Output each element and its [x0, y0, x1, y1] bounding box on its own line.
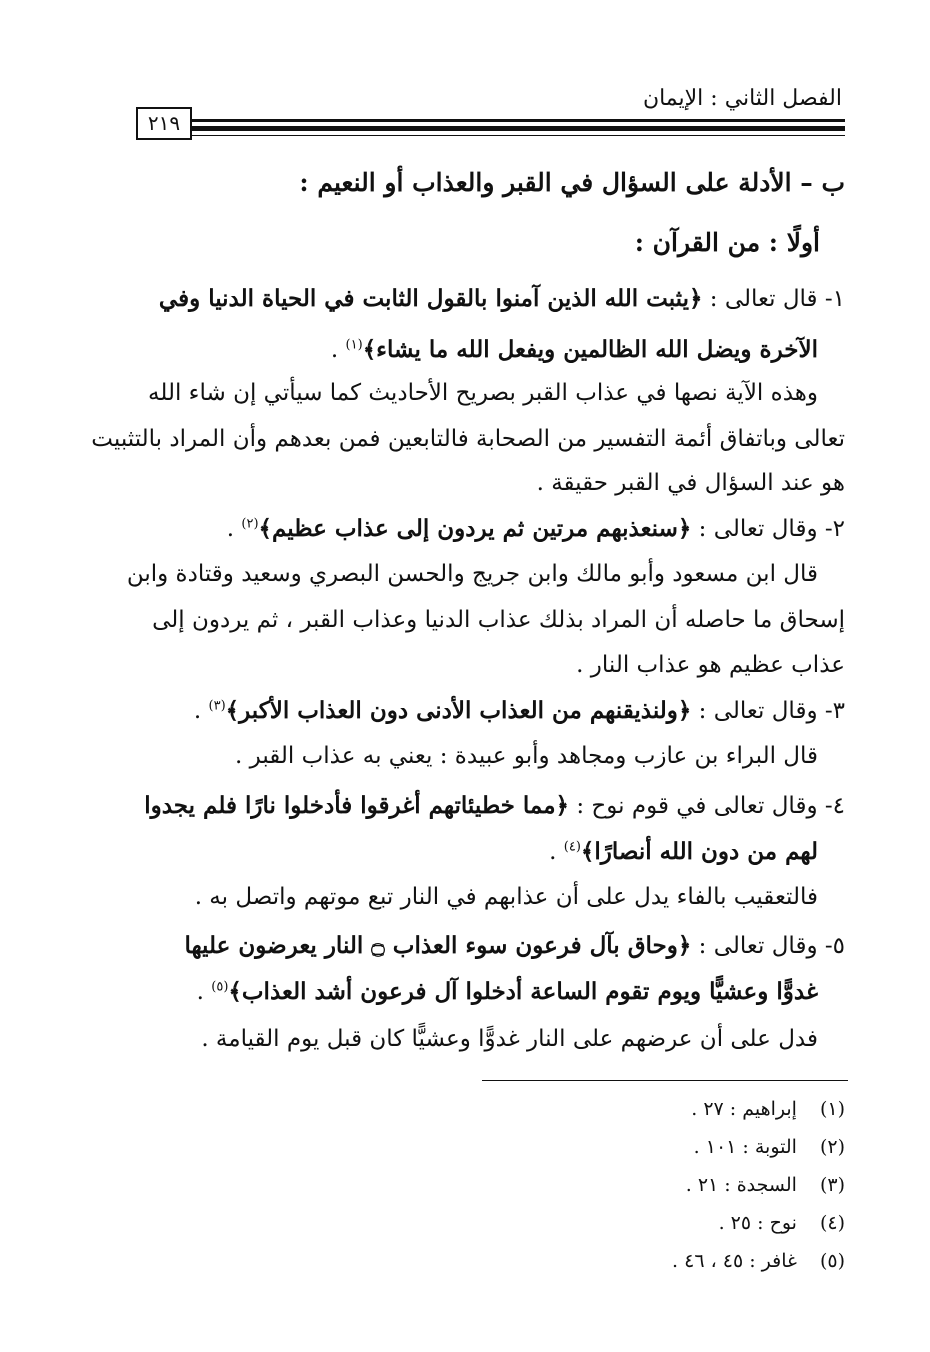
- footnote-text: التوبة : ١٠١ .: [693, 1136, 797, 1158]
- item-1-verse: ﴿يثبت الله الذين آمنوا بالقول الثابت في الحياة الدنيا وفي: [158, 285, 703, 312]
- item-1-line-2: [135, 336, 818, 363]
- footnote-number: (٤): [819, 1212, 845, 1234]
- footnote-1: [691, 1098, 845, 1120]
- footnote-number: (٢): [819, 1136, 845, 1158]
- header-rule-thin: [192, 119, 845, 122]
- footnote-5: [672, 1250, 845, 1272]
- item-3-end: .: [193, 698, 209, 724]
- para-2-line-3: عذاب عظيم هو عذاب النار .: [576, 652, 845, 678]
- header-rule-hairline: [192, 135, 845, 136]
- item-1-prefix: ١- قال تعالى :: [702, 286, 845, 312]
- section-heading: ب – الأدلة على السؤال في القبر والعذاب أو النعيم :: [299, 168, 845, 197]
- footnote-number: (٥): [819, 1250, 845, 1272]
- item-1-verse-cont: الآخرة ويضل الله الظالمين ويفعل الله ما يشاء﴾: [362, 336, 818, 363]
- footnote-2: [694, 1136, 845, 1158]
- item-2-end: .: [226, 516, 242, 542]
- footnote-ref-4: (٤): [563, 839, 581, 855]
- item-4-line-2: [135, 838, 818, 865]
- page-number: ٢١٩: [136, 107, 192, 140]
- footnote-text: نوح : ٢٥ .: [718, 1212, 797, 1234]
- item-3-verse: ﴿ولنذيقنهم من العذاب الأدنى دون العذاب الأكبر﴾: [225, 697, 692, 724]
- item-4-verse-cont: لهم من دون الله أنصارًا﴾: [580, 838, 818, 865]
- para-5-line-1: فدل على أن عرضهم على النار غدوًّا وعشيًّا كان قبل يوم القيامة .: [201, 1026, 818, 1052]
- para-1-line-1: وهذه الآية نصها في عذاب القبر بصريح الأحاديث كما سيأتي إن شاء الله: [148, 380, 818, 406]
- para-4-line-1: فالتعقيب بالفاء يدل على أن عذابهم في النار تبع موتهم واتصل به .: [194, 884, 818, 910]
- footnote-number: (٣): [819, 1174, 845, 1196]
- item-4-end: .: [549, 839, 564, 865]
- item-1-line-1: [135, 285, 845, 312]
- footnote-ref-1: (١): [345, 337, 363, 353]
- item-4-line-1: [135, 792, 845, 819]
- footnote-number: (١): [819, 1098, 845, 1120]
- item-5-line-2: [135, 978, 818, 1005]
- footnote-text: غافر : ٤٥ ، ٤٦ .: [672, 1250, 797, 1272]
- item-5-verse-cont: غدوًّا وعشيًّا ويوم تقوم الساعة أدخلوا آل فرعون أشد العذاب﴾: [228, 978, 818, 1005]
- para-2-line-1: قال ابن مسعود وأبو مالك وابن جريج والحسن البصري وسعيد وقتادة وابن: [126, 561, 818, 587]
- item-5-line-1: [135, 932, 845, 959]
- item-3-prefix: ٣- وقال تعالى :: [691, 698, 845, 724]
- item-2-prefix: ٢- وقال تعالى :: [691, 516, 845, 542]
- para-3-line-1: قال البراء بن عازب ومجاهد وأبو عبيدة : يعني به عذاب القبر .: [235, 743, 818, 769]
- item-5-verse: ﴿وحاق بآل فرعون سوء العذاب ۝ النار يعرضون عليها: [184, 932, 692, 959]
- para-1-line-2: تعالى وباتفاق أئمة التفسير من الصحابة فالتابعين فمن بعدهم وأن المراد بالتثبيت: [91, 426, 845, 452]
- footnote-4: [719, 1212, 845, 1234]
- item-3: [135, 697, 845, 724]
- footnote-text: إبراهيم : ٢٧ .: [691, 1098, 797, 1120]
- footnote-ref-3: (٣): [208, 698, 226, 714]
- footnote-ref-5: (٥): [211, 979, 229, 995]
- item-5-prefix: ٥- وقال تعالى :: [691, 933, 845, 959]
- footnote-text: السجدة : ٢١ .: [685, 1174, 797, 1196]
- item-4-prefix: ٤- وقال تعالى في قوم نوح :: [569, 793, 845, 819]
- item-2: [135, 515, 845, 542]
- item-1-end: .: [330, 337, 346, 363]
- item-4-verse: ﴿مما خطيئاتهم أغرقوا فأدخلوا نارًا فلم يجدوا: [144, 792, 570, 819]
- chapter-title: الفصل الثاني : الإيمان: [642, 86, 842, 111]
- header-rule-thick: [192, 126, 845, 131]
- footnote-ref-2: (٢): [241, 516, 259, 532]
- para-2-line-2: إسحاق ما حاصله أن المراد بذلك عذاب الدنيا وعذاب القبر ، ثم يردون إلى: [152, 607, 845, 633]
- item-5-end: .: [196, 979, 212, 1005]
- subheading: أولًا : من القرآن :: [634, 228, 820, 257]
- item-2-verse: ﴿سنعذبهم مرتين ثم يردون إلى عذاب عظيم﴾: [258, 515, 692, 542]
- para-1-line-3: هو عند السؤال في القبر حقيقة .: [536, 470, 845, 496]
- footnote-separator: [482, 1080, 848, 1081]
- footnote-3: [686, 1174, 845, 1196]
